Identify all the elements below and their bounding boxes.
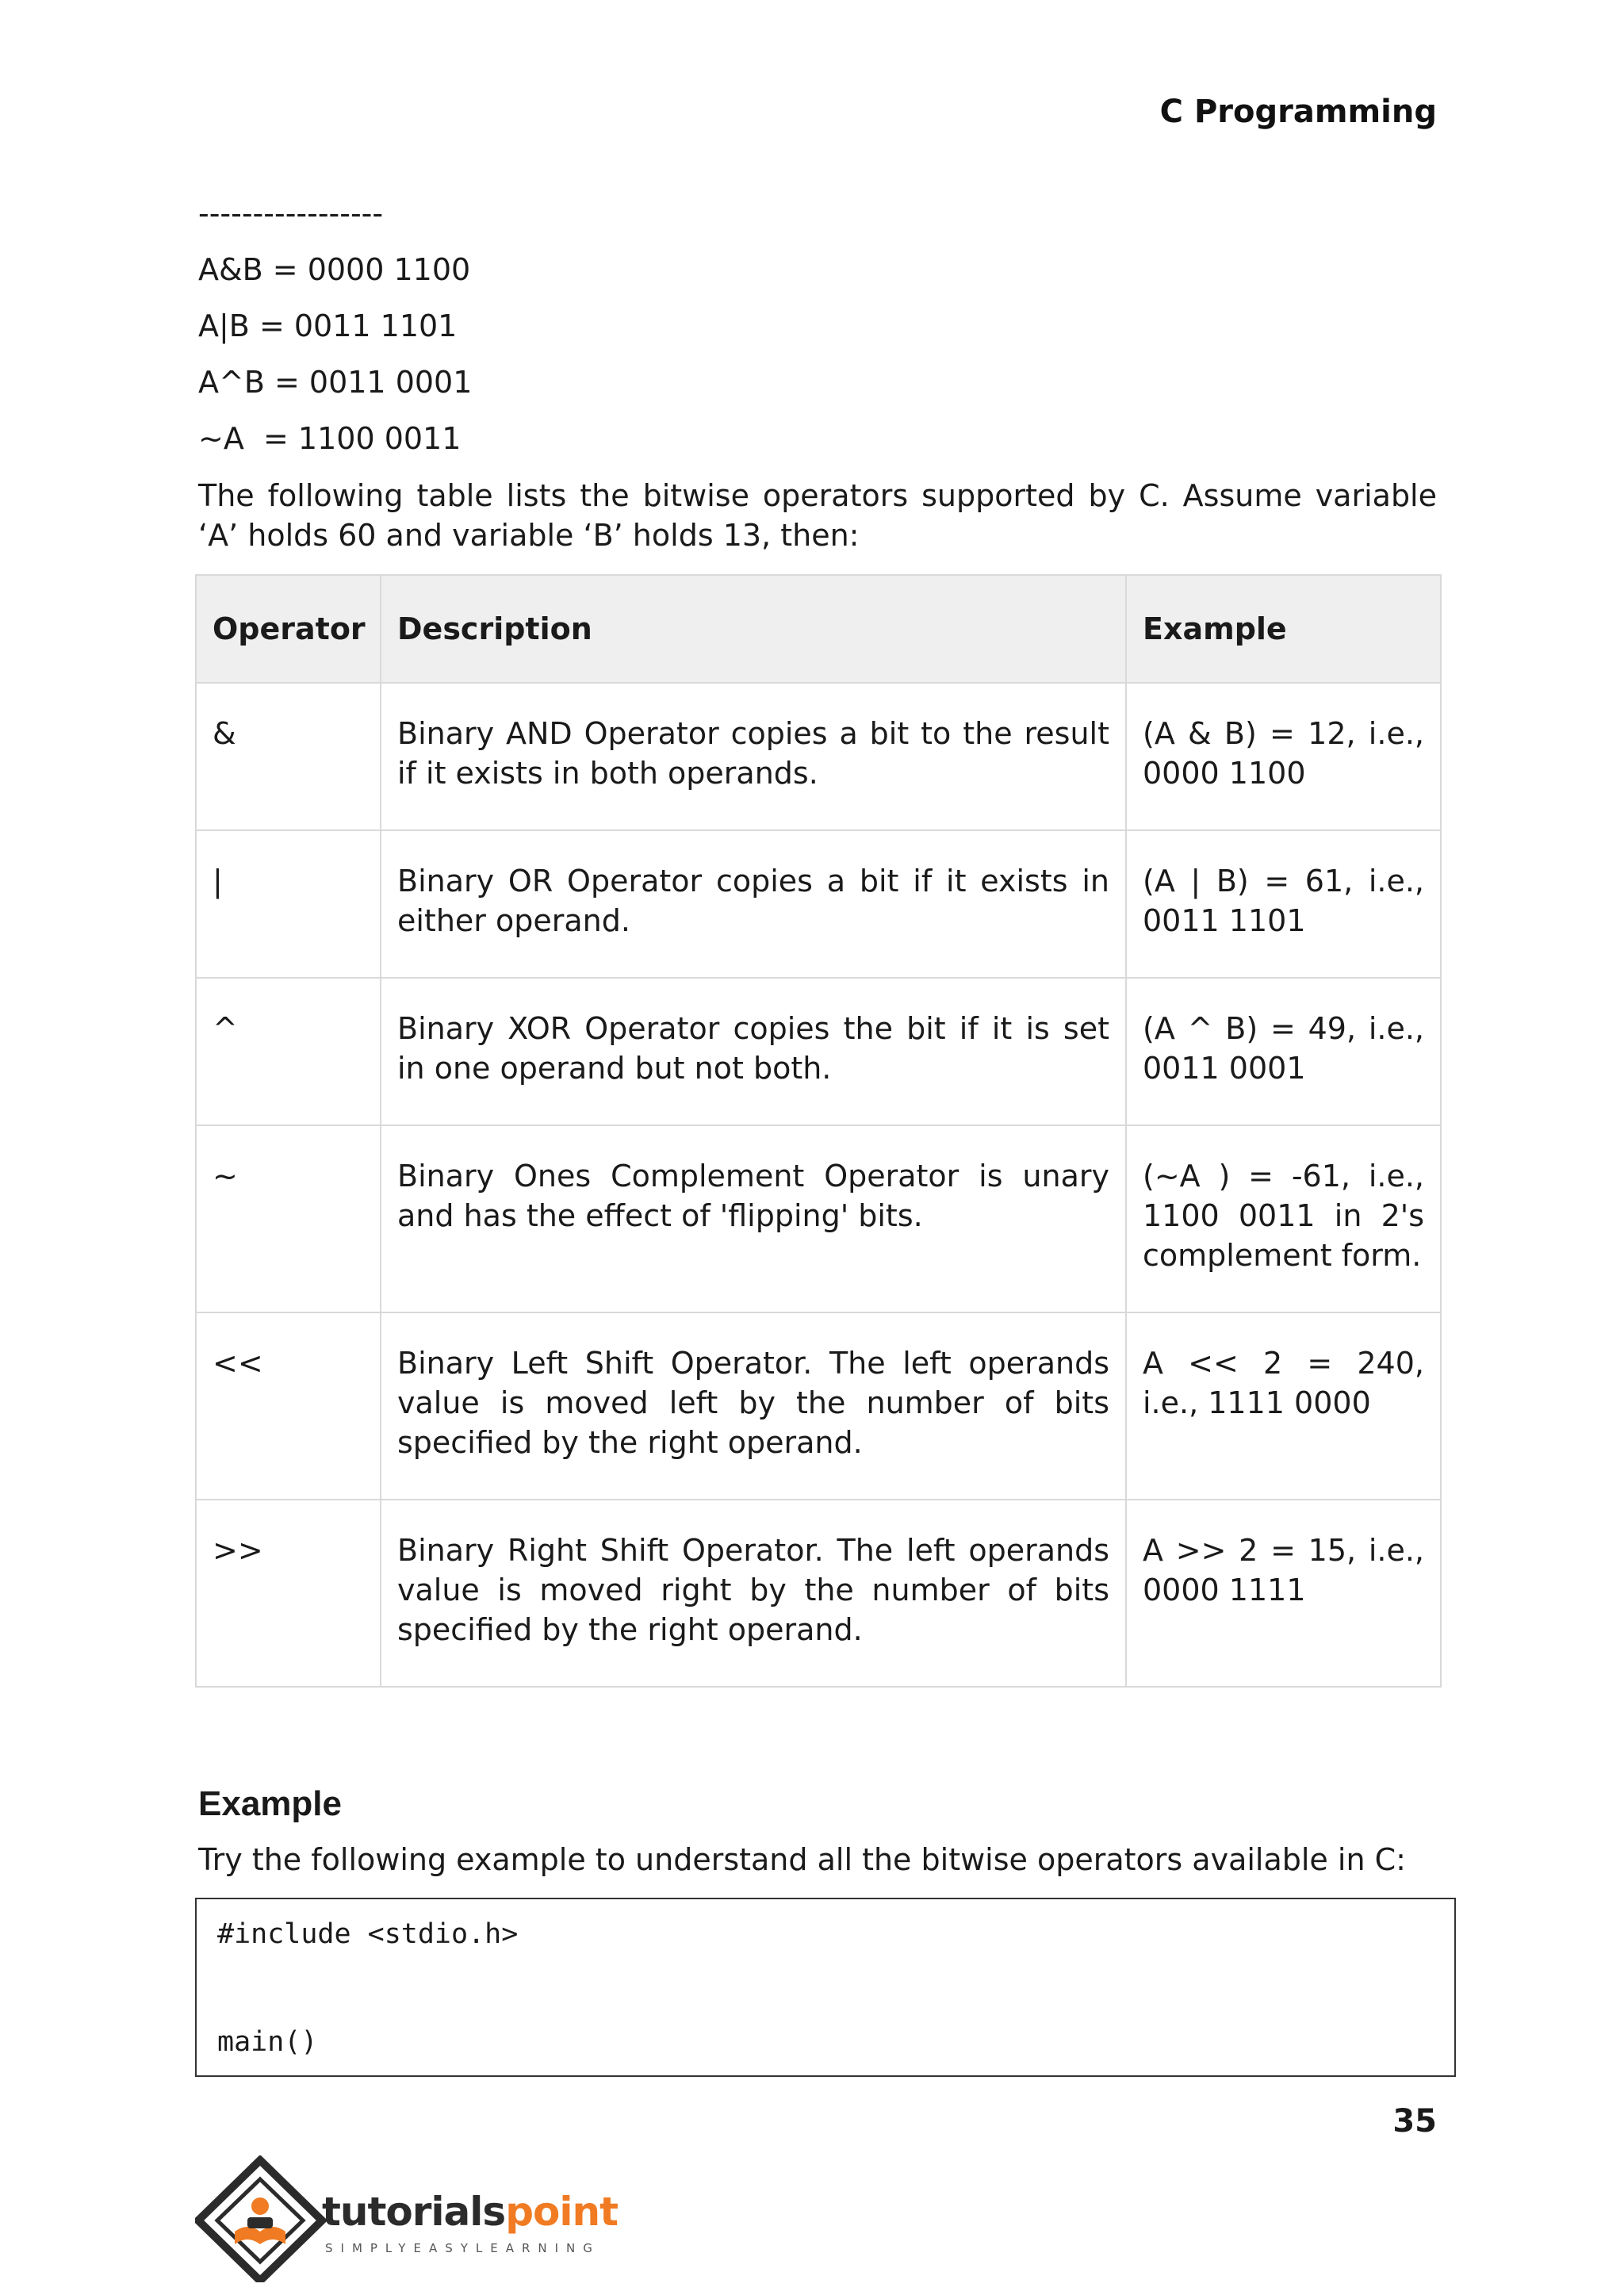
- description-cell: Binary AND Operator copies a bit to the result if it exists in both operands.: [381, 683, 1126, 830]
- example-cell: (A & B) = 12, i.e., 0000 1100: [1126, 683, 1441, 830]
- xor-result-line: A^B = 0011 0001: [198, 365, 473, 400]
- logo-tagline: SIMPLYEASYLEARNING: [325, 2241, 600, 2255]
- separator-line: -----------------: [198, 196, 384, 231]
- code-line: #include <stdio.h>: [217, 1918, 519, 1950]
- not-result-line: ~A = 1100 0011: [198, 421, 462, 456]
- example-cell: A << 2 = 240, i.e., 1111 0000: [1126, 1312, 1441, 1500]
- and-result-line: A&B = 0000 1100: [198, 252, 471, 287]
- description-cell: Binary Left Shift Operator. The left operands value is moved left by the number of bits specified by the right operand.: [381, 1312, 1126, 1500]
- code-block: [195, 1898, 1456, 2077]
- example-cell: (A | B) = 61, i.e., 0011 1101: [1126, 830, 1441, 978]
- table-row: [196, 683, 1441, 830]
- or-result-line: A|B = 0011 1101: [198, 308, 458, 343]
- tutorialspoint-logo: [195, 2155, 639, 2282]
- logo-word-point: point: [505, 2189, 618, 2235]
- table-row: [196, 830, 1441, 978]
- bitwise-operators-table: [195, 574, 1442, 1688]
- example-heading: Example: [198, 1784, 342, 1823]
- description-cell: Binary OR Operator copies a bit if it exists in either operand.: [381, 830, 1126, 978]
- example-cell: (~A ) = -61, i.e., 1100 0011 in 2's complement form.: [1126, 1125, 1441, 1312]
- logo-word-tutorials: tutorials: [322, 2189, 506, 2235]
- description-cell: Binary Ones Complement Operator is unary and has the effect of 'flipping' bits.: [381, 1125, 1126, 1312]
- operator-cell: >>: [196, 1500, 381, 1687]
- column-header-description: Description: [381, 575, 1126, 683]
- page-header-title: C Programming: [1159, 94, 1437, 130]
- table-row: [196, 1312, 1441, 1500]
- example-cell: (A ^ B) = 49, i.e., 0011 0001: [1126, 978, 1441, 1125]
- table-row: [196, 978, 1441, 1125]
- code-line: main(): [217, 2026, 318, 2058]
- page-number: 35: [1392, 2103, 1437, 2140]
- example-description: Try the following example to understand all the bitwise operators available in C:: [198, 1842, 1406, 1877]
- column-header-operator: Operator: [196, 575, 381, 683]
- operator-cell: <<: [196, 1312, 381, 1500]
- description-cell: Binary Right Shift Operator. The left operands value is moved right by the number of bits specified by the right operand.: [381, 1500, 1126, 1687]
- operator-cell: ^: [196, 978, 381, 1125]
- operator-cell: |: [196, 830, 381, 978]
- operator-cell: &: [196, 683, 381, 830]
- operator-cell: ~: [196, 1125, 381, 1312]
- logo-wordmark: [322, 2189, 618, 2235]
- table-header-row: [196, 575, 1441, 683]
- binary-results: [198, 198, 472, 480]
- table-row: [196, 1125, 1441, 1312]
- description-cell: Binary XOR Operator copies the bit if it is set in one operand but not both.: [381, 978, 1126, 1125]
- column-header-example: Example: [1126, 575, 1441, 683]
- table-row: [196, 1500, 1441, 1687]
- example-cell: A >> 2 = 15, i.e., 0000 1111: [1126, 1500, 1441, 1687]
- intro-paragraph: The following table lists the bitwise operators supported by C. Assume variable ‘A’ holds 60 and variable ‘B’ holds 13, then:: [198, 478, 1437, 553]
- logo-emblem-icon: [195, 2155, 330, 2282]
